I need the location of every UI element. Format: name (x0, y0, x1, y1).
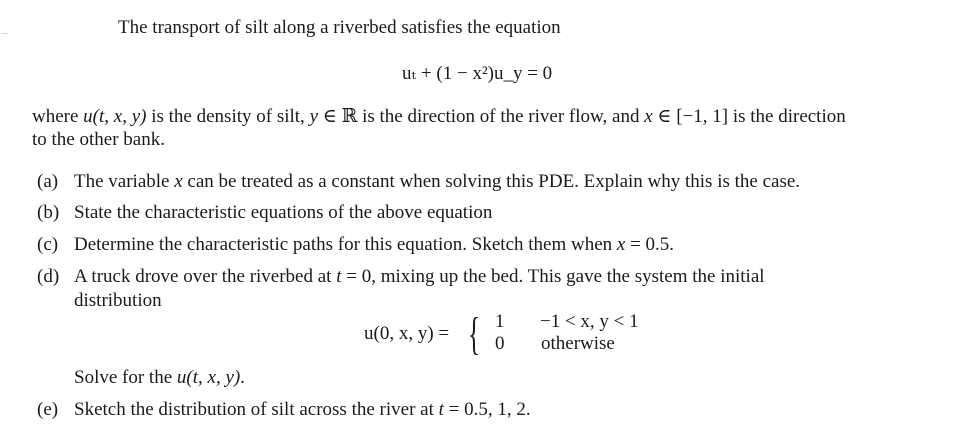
question-label: (d) (37, 266, 60, 287)
where-text: ∈ [−1, 1] is the direction (652, 106, 846, 127)
x-variable: x (644, 106, 653, 127)
question-label: (a) (37, 171, 59, 192)
piecewise-condition-2: otherwise (541, 333, 615, 354)
question-d-continuation: distribution (74, 290, 162, 311)
piecewise-brace: { (468, 308, 481, 359)
solution-function: u(t, x, y) (176, 367, 241, 388)
where-text: where (32, 106, 84, 127)
y-variable: y (309, 106, 318, 127)
question-text: = 0, mixing up the bed. This gave the system the initial (341, 266, 765, 287)
question-label: (e) (37, 399, 59, 420)
question-text: A truck drove over the riverbed at (74, 266, 337, 287)
question-text: State the characteristic equations of the above equation (74, 202, 493, 223)
question-text: The variable (74, 171, 175, 192)
solve-text: Solve for the (74, 367, 177, 388)
question-label: (b) (37, 202, 60, 223)
where-text: is the density of silt, (146, 106, 310, 127)
intro-text: The transport of silt along a riverbed satisfies the equation (118, 17, 561, 38)
question-c (37, 233, 674, 257)
question-text: Sketch the distribution of silt across the river at (74, 399, 439, 420)
pde-equation: uₜ + (1 − x²)u_y = 0 (402, 63, 553, 84)
question-label: (c) (37, 234, 59, 255)
piecewise-condition-1: −1 < x, y < 1 (540, 311, 639, 332)
t-variable: t (438, 399, 444, 420)
solve-text: . (240, 367, 245, 388)
piecewise-value-2: 0 (495, 333, 505, 354)
density-function: u(t, x, y) (83, 106, 147, 127)
solve-instruction (74, 366, 245, 390)
question-a (37, 170, 800, 194)
where-line-1 (32, 105, 846, 129)
question-text: = 0.5, 1, 2. (443, 399, 531, 420)
x-variable: x (616, 234, 626, 255)
piecewise-lhs: u(0, x, y) = (364, 323, 450, 344)
question-e (37, 398, 531, 422)
question-d (37, 265, 765, 289)
margin-mark: -- (2, 28, 9, 39)
t-variable: t (336, 266, 342, 287)
question-text: can be treated as a constant when solving this PDE. Explain why this is the case. (182, 171, 801, 192)
question-text: Determine the characteristic paths for this equation. Sketch them when (74, 234, 617, 255)
where-text: ∈ ℝ is the direction of the river flow, and (318, 106, 645, 127)
x-variable: x (174, 171, 183, 192)
question-text: = 0.5. (625, 234, 675, 255)
question-b (37, 201, 492, 225)
piecewise-value-1: 1 (495, 311, 505, 332)
where-line-2: to the other bank. (32, 129, 165, 150)
